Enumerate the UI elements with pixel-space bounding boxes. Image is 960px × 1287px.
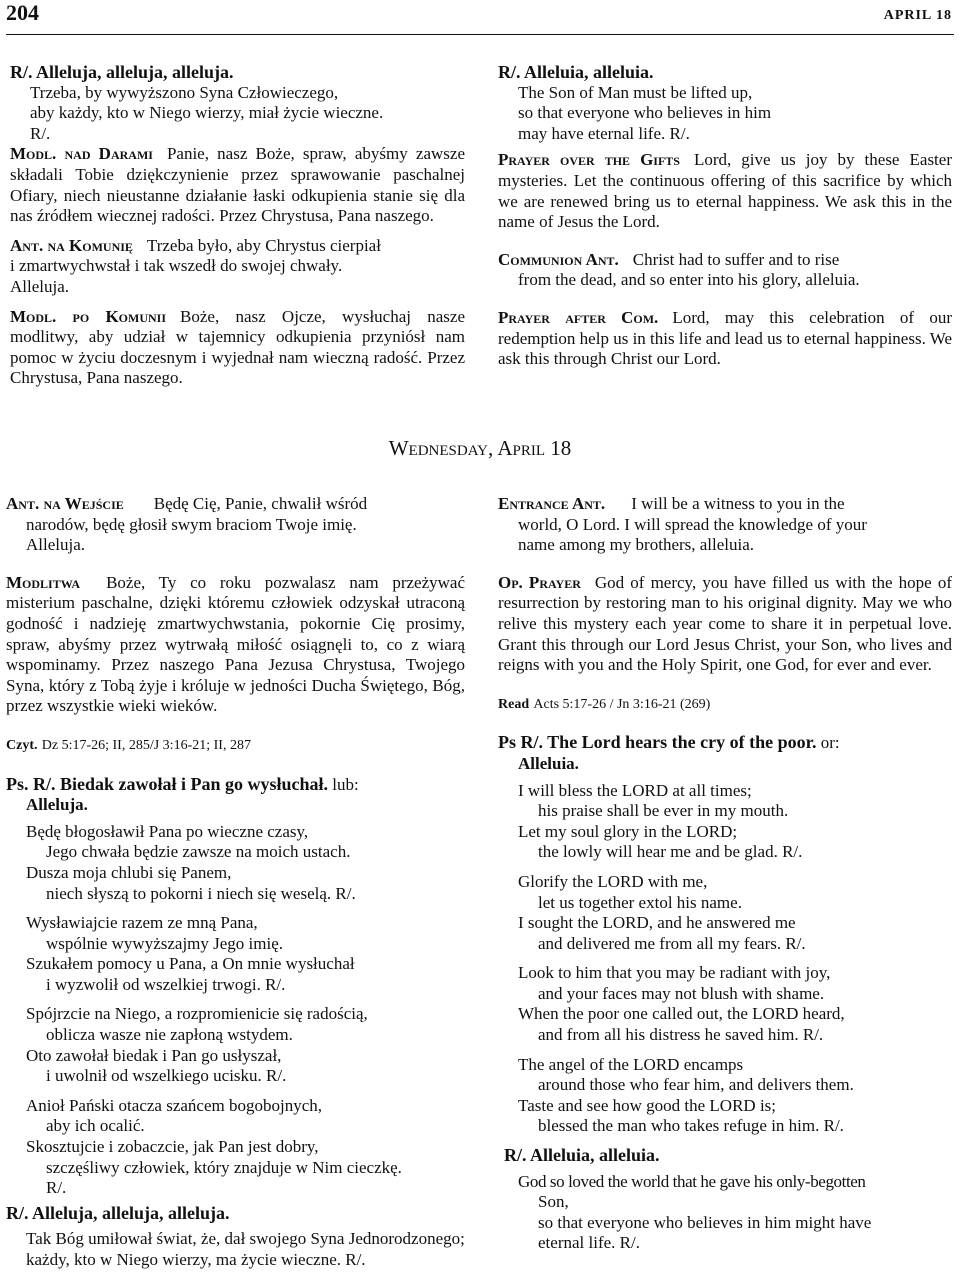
psalm-line: Dusza moja chlubi się Panem,: [26, 862, 232, 882]
antiphon-text: Będę Cię, Panie, chwalił wśród: [153, 494, 368, 513]
antiphon-line: name among my brothers, alleluia.: [518, 535, 755, 555]
bottom-left-column: [6, 494, 465, 1271]
psalm-response: [498, 732, 952, 754]
alleluia-response: R/. Alleluia, alleluia.: [498, 62, 654, 82]
verse-line: Trzeba, by wywyższono Syna Człowieczego,: [30, 82, 339, 102]
psalm-line: and delivered me from all my fears. R/.: [538, 933, 806, 953]
psalm-line: I will bless the LORD at all times;: [518, 780, 752, 800]
reading-citation: Acts 5:17-26 / Jn 3:16-21 (269): [533, 696, 711, 712]
top-right-column: [498, 62, 952, 370]
section-label: Modlitwa: [6, 572, 81, 592]
psalm-line: I sought the LORD, and he answered me: [518, 913, 796, 933]
antiphon-line: Alleluja.: [26, 535, 86, 555]
psalm-line: aby ich ocalić.: [46, 1116, 145, 1136]
stanza-gap: [6, 1087, 465, 1096]
psalm-line: Wysławiajcie razem ze mną Pana,: [26, 913, 258, 933]
psalm-line: his praise shall be ever in my mouth.: [538, 801, 789, 821]
section-label: Communion Ant.: [498, 249, 619, 269]
psalm-line: szczęśliwy człowiek, który znajduje w Nim cieczkę.: [46, 1157, 402, 1177]
entrance-antiphon: [6, 494, 465, 515]
running-head: APRIL 18: [883, 8, 952, 23]
psalm-line: and from all his distress he saved him. R/.: [538, 1025, 824, 1045]
communion-antiphon: [10, 236, 465, 257]
psalm-stanzas: [498, 781, 952, 1138]
psalm-line: Anioł Pański otacza szańcem bogobojnych,: [26, 1095, 323, 1115]
header-rule: [6, 34, 954, 35]
gospel-verse: Son,: [538, 1192, 569, 1212]
prayer-over-gifts: [498, 150, 952, 232]
prayer-text: God of mercy, you have filled us with the hope of resurrection by restoring man to his original dignity. May we who relive this mystery each year come to share it in perpetual love. Grant this through our Lord Jesus Christ, your Son, who lives and reigns with you and the Holy Spirit, one God, for ever and ever.: [498, 572, 952, 675]
collect-prayer: [498, 573, 952, 676]
prayer-after-communion: [10, 307, 465, 389]
psalm-line: around those who fear him, and delivers them.: [538, 1075, 854, 1095]
psalm-line: the lowly will hear me and be glad. R/.: [538, 842, 803, 862]
stanza-gap: [6, 995, 465, 1004]
antiphon-text: I will be a witness to you in the: [631, 494, 845, 513]
antiphon-line: i zmartwychwstał i tak wszedł do swojej chwały.: [10, 256, 343, 276]
page-number: 204: [6, 0, 39, 25]
section-label: Modl. po Komunii: [10, 306, 167, 326]
section-label: Ant. na Wejście: [6, 494, 124, 513]
psalm-line: Oto zawołał biedak i Pan go usłyszał,: [26, 1045, 282, 1065]
stanza-gap: [498, 954, 952, 963]
communion-antiphon: [498, 250, 952, 271]
top-left-column: [10, 62, 465, 389]
psalm-line: Let my soul glory in the LORD;: [518, 821, 738, 841]
psalm-stanzas: [6, 822, 465, 1199]
gospel-verse: Tak Bóg umiłował świat, że, dał swojego Syna Jednorodzonego;: [26, 1229, 465, 1249]
section-label: Modl. nad Darami: [10, 144, 153, 164]
gospel-verse: God so loved the world that he gave his only-begotten: [518, 1171, 866, 1191]
psalm-line: Szukałem pomocy u Pana, a On mnie wysłuchał: [26, 954, 355, 974]
psalm-line: Jego chwała będzie zawsze na moich ustach.: [46, 842, 351, 862]
prayer-over-gifts: [10, 144, 465, 226]
section-label: Entrance Ant.: [498, 494, 606, 513]
psalm-line: R/.: [46, 1178, 67, 1198]
alleluia-response: R/. Alleluja, alleluja, alleluja.: [10, 62, 234, 82]
verse-line: so that everyone who believes in him: [518, 103, 772, 123]
alleluia-verse: [10, 83, 465, 145]
antiphon-text: Christ had to suffer and to rise: [632, 249, 840, 269]
prayer-text: Panie, nasz Boże, spraw, abyśmy zawsze składali Tobie dziękczynienie przez sprawowanie paschalnej Ofiary, niech nieustanne działanie łaski odkupienia stanie się dla nas źródłem wiecznej radości. Przez Chrystusa, Pana naszego.: [10, 144, 465, 226]
entrance-antiphon: [498, 494, 952, 515]
psalm-or: or:: [820, 733, 840, 753]
antiphon-line: narodów, będę głosił swym braciom Twoje imię.: [26, 514, 357, 534]
psalm-line: Look to him that you may be radiant with joy,: [518, 963, 831, 983]
psalm-line: i wyzwolił od wszelkiej trwogi. R/.: [46, 974, 286, 994]
gospel-verse-last: każdy, kto w Niego wierzy, ma życie wieczne. R/.: [26, 1250, 366, 1269]
psalm-line: wspólnie wywyższajmy Jego imię.: [46, 933, 284, 953]
reading-citation: Dz 5:17-26; II, 285/J 3:16-21; II, 287: [41, 737, 251, 753]
psalm-alternate: Alleluja.: [26, 795, 88, 815]
antiphon-line: world, O Lord. I will spread the knowledge of your: [518, 514, 867, 534]
section-label: Prayer after Com.: [498, 307, 659, 327]
gospel-verse: so that everyone who believes in him might have: [538, 1212, 872, 1232]
psalm-line: let us together extol his name.: [538, 892, 742, 912]
stanza-gap: [498, 863, 952, 872]
psalm-line: and your faces may not blush with shame.: [538, 983, 825, 1003]
stanza-gap: [6, 904, 465, 913]
psalm-refrain: Ps R/. The Lord hears the cry of the poor.: [498, 732, 817, 753]
section-label: Ant. na Komunię: [10, 235, 133, 255]
psalm-line: Będę błogosławił Pana po wieczne czasy,: [26, 821, 309, 841]
psalm-or: lub:: [332, 774, 359, 794]
section-label: Read: [498, 696, 530, 712]
day-title: Wednesday, April 18: [388, 436, 572, 460]
section-label: Op. Prayer: [498, 572, 581, 592]
psalm-line: Spójrzcie na Niego, a rozpromienicie się radością,: [26, 1004, 368, 1024]
gospel-verse-last: eternal life. R/.: [538, 1233, 640, 1253]
bottom-right-column: [498, 494, 952, 1254]
collect-prayer: [6, 573, 465, 717]
stanza-gap: [498, 1046, 952, 1055]
psalm-line: niech słyszą to pokorni i niech się weselą. R/.: [46, 883, 356, 903]
section-label: Czyt.: [6, 737, 38, 753]
psalm-line: The angel of the LORD encamps: [518, 1054, 744, 1074]
psalm-response: [6, 774, 465, 796]
prayer-text: Lord, may this celebration of our redemption help us in this life and lead us to eternal happiness. We ask this through Christ our Lord.: [498, 307, 953, 369]
prayer-text: Boże, Ty co roku pozwalasz nam przeżywać misterium paschalne, dzięki któremu człowiek odzyskał utraconą godność i nadzieję zmartwychwstania, pokornie Cię prosimy, spraw, abyśmy przez wytrwałą miłość osiągnęli to, co z wiarą wspominamy. Przez naszego Pana Jezusa Chrystusa, Twojego Syna, który z Tobą żyje i króluje w jedności Ducha Świętego, Bóg, przez wszystkie wieki wieków.: [6, 572, 465, 716]
verse-line: may have eternal life. R/.: [518, 123, 690, 143]
psalm-alternate: Alleluia.: [518, 753, 579, 773]
gospel-acclamation: R/. Alleluja, alleluja, alleluja.: [6, 1202, 230, 1223]
prayer-after-communion: [498, 308, 952, 370]
reading-reference: [6, 734, 465, 757]
verse-line: aby każdy, kto w Niego wierzy, miał życie wieczne.: [30, 103, 384, 123]
psalm-line: Glorify the LORD with me,: [518, 871, 708, 891]
psalm-line: When the poor one called out, the LORD heard,: [518, 1004, 845, 1024]
psalm-line: Skosztujcie i zobaczcie, jak Pan jest dobry,: [26, 1137, 319, 1157]
psalm-line: oblicza wasze nie zapłoną wstydem.: [46, 1025, 293, 1045]
gospel-acclamation: R/. Alleluia, alleluia.: [504, 1145, 660, 1166]
prayer-text: Lord, give us joy by these Easter mysteries. Let the continuous offering of this sacrifice by which we are renewed bring us to eternal happiness. We ask this in the name of Jesus the Lord.: [498, 150, 952, 232]
reading-reference: [498, 693, 952, 716]
verse-line: R/.: [30, 123, 51, 143]
psalm-line: Taste and see how good the LORD is;: [518, 1095, 777, 1115]
psalm-line: i uwolnił od wszelkiego ucisku. R/.: [46, 1066, 287, 1086]
section-label: Prayer over the Gifts: [498, 150, 680, 170]
antiphon-text: Trzeba było, aby Chrystus cierpiał: [146, 235, 381, 255]
psalm-refrain: Ps. R/. Biedak zawołał i Pan go wysłuchał.: [6, 773, 329, 794]
alleluia-verse: [498, 83, 952, 145]
verse-line: The Son of Man must be lifted up,: [518, 82, 753, 102]
psalm-line: blessed the man who takes refuge in him. R/.: [538, 1116, 844, 1136]
antiphon-line: from the dead, and so enter into his glory, alleluia.: [518, 270, 860, 290]
antiphon-line: Alleluja.: [10, 276, 70, 296]
prayer-text: Boże, nasz Ojcze, wysłuchaj nasze modlitwy, aby udział w tajemnicy odkupienia przyniósł nam pomoc w życiu doczesnym i wyjednał nam wieczną radość. Przez Chrystusa, Pana naszego.: [10, 306, 465, 388]
